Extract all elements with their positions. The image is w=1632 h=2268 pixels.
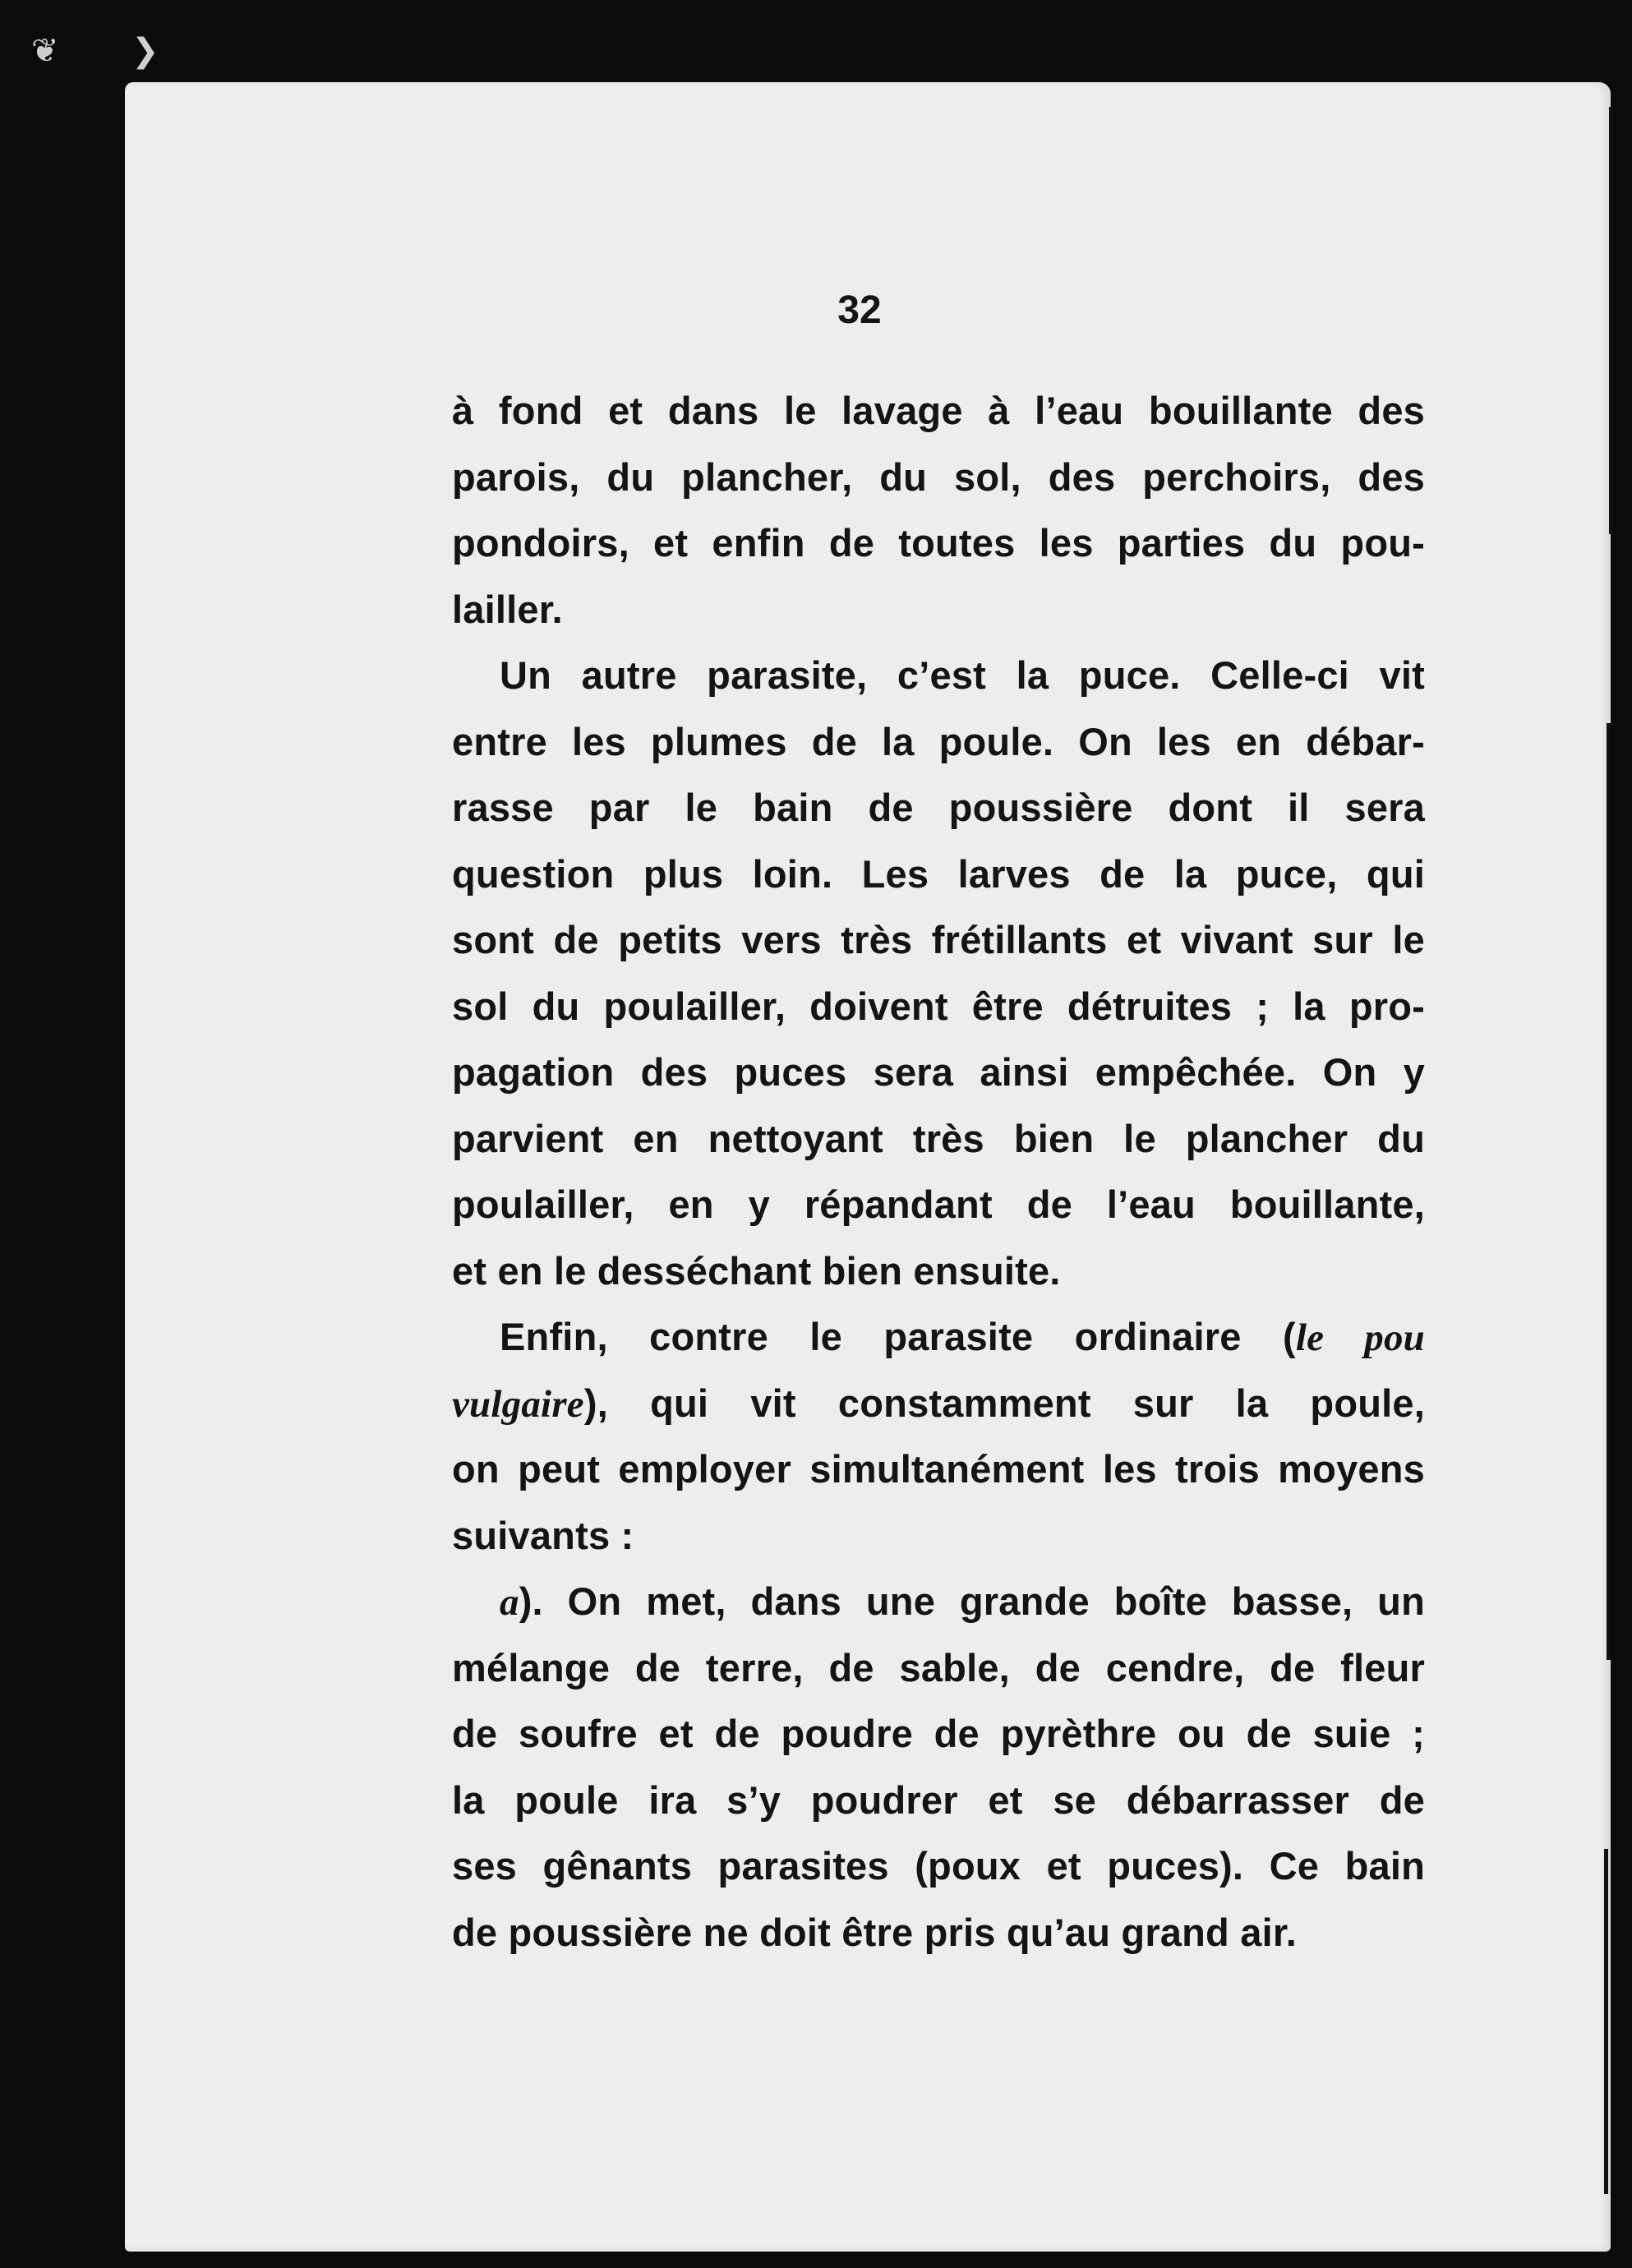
- page-edge-shadow: [1607, 723, 1611, 1660]
- text-run: ), qui vit constamment sur la poule,: [583, 1381, 1425, 1425]
- italic-text: le pou: [1295, 1316, 1425, 1359]
- text-line: pondoirs, et enfin de toutes les parties du pou-: [452, 521, 1425, 565]
- text-line: question plus loin. Les larves de la puce, qui: [452, 851, 1425, 896]
- text-line: pagation des puces sera ainsi empêchée. On y: [452, 1050, 1425, 1094]
- text-line: lailler.: [452, 587, 563, 631]
- body-text: [452, 378, 1425, 1966]
- text-line: et en le desséchant bien ensuite.: [452, 1248, 1061, 1293]
- italic-text: vulgaire: [452, 1382, 584, 1426]
- page-number: 32: [837, 288, 882, 332]
- text-line: [452, 1304, 1425, 1371]
- text-run: ). On met, dans une grande boîte basse, un: [519, 1579, 1425, 1623]
- italic-text: a: [500, 1581, 519, 1624]
- text-line: poulailler, en y répandant de l’eau bouillante,: [452, 1182, 1425, 1226]
- scan-corner-mark-icon: ❦: [31, 32, 59, 70]
- text-line: rasse par le bain de poussière dont il sera: [452, 786, 1425, 829]
- scan-tick-mark-icon: ❯: [131, 32, 159, 70]
- text-line: suivants :: [452, 1513, 634, 1557]
- text-line: de poussière ne doit être pris qu’au grand air.: [452, 1910, 1297, 1954]
- text-line: sol du poulailler, doivent être détruites ; la pro-: [452, 984, 1425, 1028]
- text-line: parois, du plancher, du sol, des perchoirs, des: [452, 454, 1425, 499]
- text-line: [452, 1371, 1425, 1437]
- text-run: Enfin, contre le parasite ordinaire (: [500, 1315, 1296, 1358]
- text-line: mélange de terre, de sable, de cendre, de fleur: [452, 1645, 1425, 1689]
- text-line: entre les plumes de la poule. On les en débar-: [452, 719, 1425, 763]
- text-line: [452, 1569, 1425, 1635]
- text-line: Un autre parasite, c’est la puce. Celle-ci vit: [500, 653, 1425, 697]
- page-edge-shadow: [1609, 107, 1613, 534]
- text-line: parvient en nettoyant très bien le plancher du: [452, 1116, 1425, 1160]
- text-line: la poule ira s’y poudrer et se débarrasser de: [452, 1777, 1425, 1822]
- text-line: sont de petits vers très frétillants et vivant sur le: [452, 918, 1425, 961]
- page-edge-shadow: [1604, 1849, 1608, 2194]
- text-line: ses gênants parasites (poux et puces). Ce bain: [452, 1844, 1425, 1888]
- text-line: à fond et dans le lavage à l’eau bouillante des: [452, 389, 1425, 432]
- text-line: de soufre et de poudre de pyrèthre ou de suie ;: [452, 1712, 1425, 1755]
- text-line: on peut employer simultanément les trois moyens: [452, 1447, 1425, 1491]
